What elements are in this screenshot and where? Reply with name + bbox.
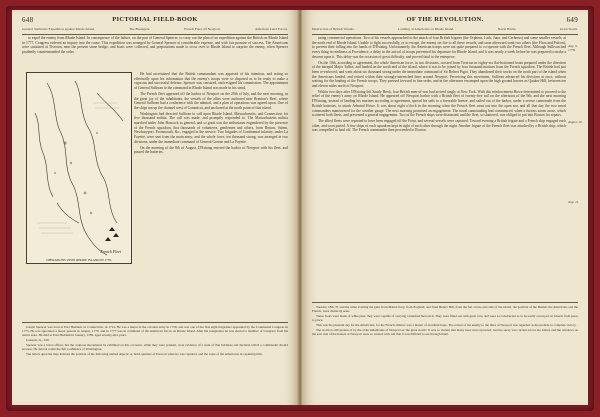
footnote: Tuesday 18th. H. and the same evening the guns from Bristol ferry, from Fogland, and from Butts's Hill, from the fort on the east side of the island, the position of the British, the Americans and the French, were distinctly seen. [312,305,578,314]
right-running-title: OF THE REVOLUTION. [406,16,484,23]
paragraph: Within two days after D'Estaing left Sandy Hook, four British men-of-war had arrived singly at New York. With this reinforcement Howe determined to proceed to the relief of the enemy's army on Rhode Island. He appeared off Newport harbor with a British fleet of twenty-five sail on the afternoon of the 9th; and the next morning D'Estaing, instead of landing his marines according to agreement, spread his sails to a favorable breeze, and sailed out of the harbor, under a severe cannonade from the British batteries, to attack Admiral Howe. It was about eight o'clock in the morning when the French fleet went out into the open sea, and all that day the two naval commanders maneuvered for the weather gauge. The next morning promised an engagement. The naval cannonading had commenced, when a furious storm arose, which scattered both fleets, and prevented a general engagement. Two of the French ships were dismasted, and the fleet, so shattered, was obliged to put into Boston for repairs. [312,89,566,118]
paragraph: He had ascertained that the British commandant was apprised of his intention, and acting so effectually upon his information that the enemy's troops were so disposed as to be ready to make a vigorous and successful defense. Spencer was censured, and resigned his commission. The appointment of General Sullivan to the command in Rhode Island was made in his stead. [134,72,288,91]
right-subhead: Great Storm. [559,27,578,31]
right-subhead: Naval Battle. [497,27,517,31]
footnote: These boats were made of white pine; they were capable of carrying a hundred men each. They were fitted out with great care, and were so constructed as to be easily conveyed on wheels from place to place. [312,314,578,323]
left-footnotes [22,322,288,357]
left-page [12,10,298,405]
right-running-head [312,16,578,26]
paragraph: The allied fleets were reported to have been engaged off the Point, and several vessels were captured. Toward evening a British frigate and a French ship engaged each other, and soon parted. A few ships of each squadron kept in sight of each other through the night. Another frigate of the French fleet was attacked by a British ship, which was compelled to haul off. The French commander then proceeded to Boston. [312,118,566,133]
right-main-text [312,36,566,134]
footnote: The letters upon the map indicate the position of the following named objects: A, head-quarters of Prescott when he was captured, and the route of the Americans in capturing him. [26,352,263,356]
map-drawing [27,73,131,263]
right-subhead: Landing of Americans on Rhode Island. [398,27,455,31]
left-text-top [22,36,288,56]
map-illustration [26,72,132,264]
right-page-number: 649 [566,16,578,24]
right-subheads [312,27,578,35]
left-subhead: General Sullivan's Expedition against Rhode Island. [22,27,95,31]
paragraph: to expel the enemy from Rhode Island. In consequence of the failure, on the part of General Spencer, to carry out the plan of an expedition against the British on Rhode Island in 1777, Congress ordered an inquiry into the cause. This expedition was arranged by General Spencer at considerable expense, and with fair promise of success. The Americans were stationed at Tiverton, near the present stone bridge, and boats were collected, and preparations made to cross over to Rhode Island to surprise the enemy, when Spencer prudently countermanded the order. [22,36,288,55]
left-page-number: 648 [22,16,34,24]
map-label: French Fleet [100,249,121,254]
left-subhead: French Fleet off Newport. [184,27,221,31]
footnote: Joseph Spencer was born at East Haddam, in Connecticut, in 1714. He was a major in the colonial army in 1758, and was one of the first eight brigadiers appointed by the Continental Congress in 1775. He was appointed a major general in August, 1776, and in 1777 was in command of the American forces on Rhode Island. After his resignation he was elected a member of Congress from his native state. He died at East Haddam in January, 1789, aged seventy-five years. [22,325,288,338]
paragraph: tating commercial operations. Two of his vessels approached to the attack of four British frigates (the Orpheus, Lark, Juno, and Cerberus) and some smaller vessels, at the north end of Rhode Island. Unable to fight successfully, or to escape, the enemy set fire to all these vessels, and soon afterward sunk two others (the Flora and Falcon), to prevent their falling into the hands of D'Estaing. Unfortunately, the American troops were not quite prepared to co-operate with the French fleet. Although Sullivan had every thing in readiness at Providence, a delay in the arrival of troops prevented his departure for Rhode Island, and it was nearly a week before he was prepared to make a descent upon it. This delay was the occasion of great difficulty, and proved fatal to the enterprise. [312,36,566,59]
footnote: This was the pleasant day for the Americans, for the French alliance was a matter of excellent hope. The retreat of the enemy to the lines of Newport was regarded as the prelude to complete victory. [316,323,577,327]
side-note: Aug. 11. [568,200,580,204]
right-footnotes [312,302,578,337]
left-running-title: PICTORIAL FIELD-BOOK [112,16,198,23]
left-running-head [22,16,288,26]
paragraph: On the 10th, according to agreement, the whole American force, in two divisions, crossed from Tiverton in eighty-six flat-bottomed boats prepared under the direction of the intrepid Major Talbot, and landed on the north end of the island, where it was to be joined by four thousand marines from the French squadron. The British had just been re-enforced, and went about six thousand strong under the immediate command of Sir Robert Pigot. They abandoned their works on the north part of the island when the Americans landed, and retired within their strongly-intrenched lines around Newport. Perceiving this movement, Sullivan advanced his divisions at once, without waiting for the landing of the French troops. They pressed forward in fine order, and in the afternoon encamped upon the high ground known as Quaker Hill, between ten and eleven miles north of Newport. [312,60,566,89]
right-subhead: Destruction of British Vessels. [312,27,355,31]
paragraph: The French fleet appeared off the harbor of Newport on the 29th of July, and the next morning, in the great joy of the inhabitants, the vessels of the allies were anchored near Brenton's Reef, where General Sullivan had a conference with the admiral, and a plan of operations was agreed upon. One of the ships ran up the channel west of Conanicut, and anchored at the north point of that island. [134,91,288,110]
paragraph: Washington had directed Sullivan to call upon Rhode Island, Massachusetts, and Connecticut for five thousand militia. The call was made, and promptly responded to. The Massachusetts militia marched under John Hancock as general; and so great was the enthusiasm engendered by the presence of the French squadron, that thousands of volunteers, gentlemen and others, from Boston, Salem, Newburyport, Portsmouth, &c., engaged in the service. Two brigades of Continental infantry, under La Fayette, were sent from the main army; and the whole force, ten thousand strong, was arranged in two divisions, under the immediate command of General Greene and La Fayette. [134,111,288,144]
footnote: Journals, ix., 320. [26,338,50,343]
map-caption: OPERATIONS UPON RHODE ISLAND IN 1778. [46,258,112,262]
footnote: Spencer was a brave officer, but the cautious movements he exhibited on this occasion, while they were prudent, were evidence of a want of that boldness and decision which a commander should possess. He did not retain the full confidence of Washington. [22,343,288,352]
side-note: August 10. [568,120,583,124]
left-text-beside-map [134,72,288,156]
right-page [302,10,588,405]
left-subheads [22,27,288,35]
side-note: Aug. 9, 1778. [568,44,578,52]
left-subhead: American Land Forces. [255,27,288,31]
left-subhead: The Besiegers. [129,27,151,31]
footnote: The storm is still spoken of by the older inhabitants of Newport as 'the great storm.' It was so violent that many trees were uprooted, and the spray was carried across the island, and the windows on the east side of the houses at Newport were so crusted with salt that it was difficult to see through them. [312,327,578,336]
paragraph: On the morning of the 8th of August, D'Estaing entered the harbor of Newport with his fleet, and passed the batteries. [134,145,288,155]
